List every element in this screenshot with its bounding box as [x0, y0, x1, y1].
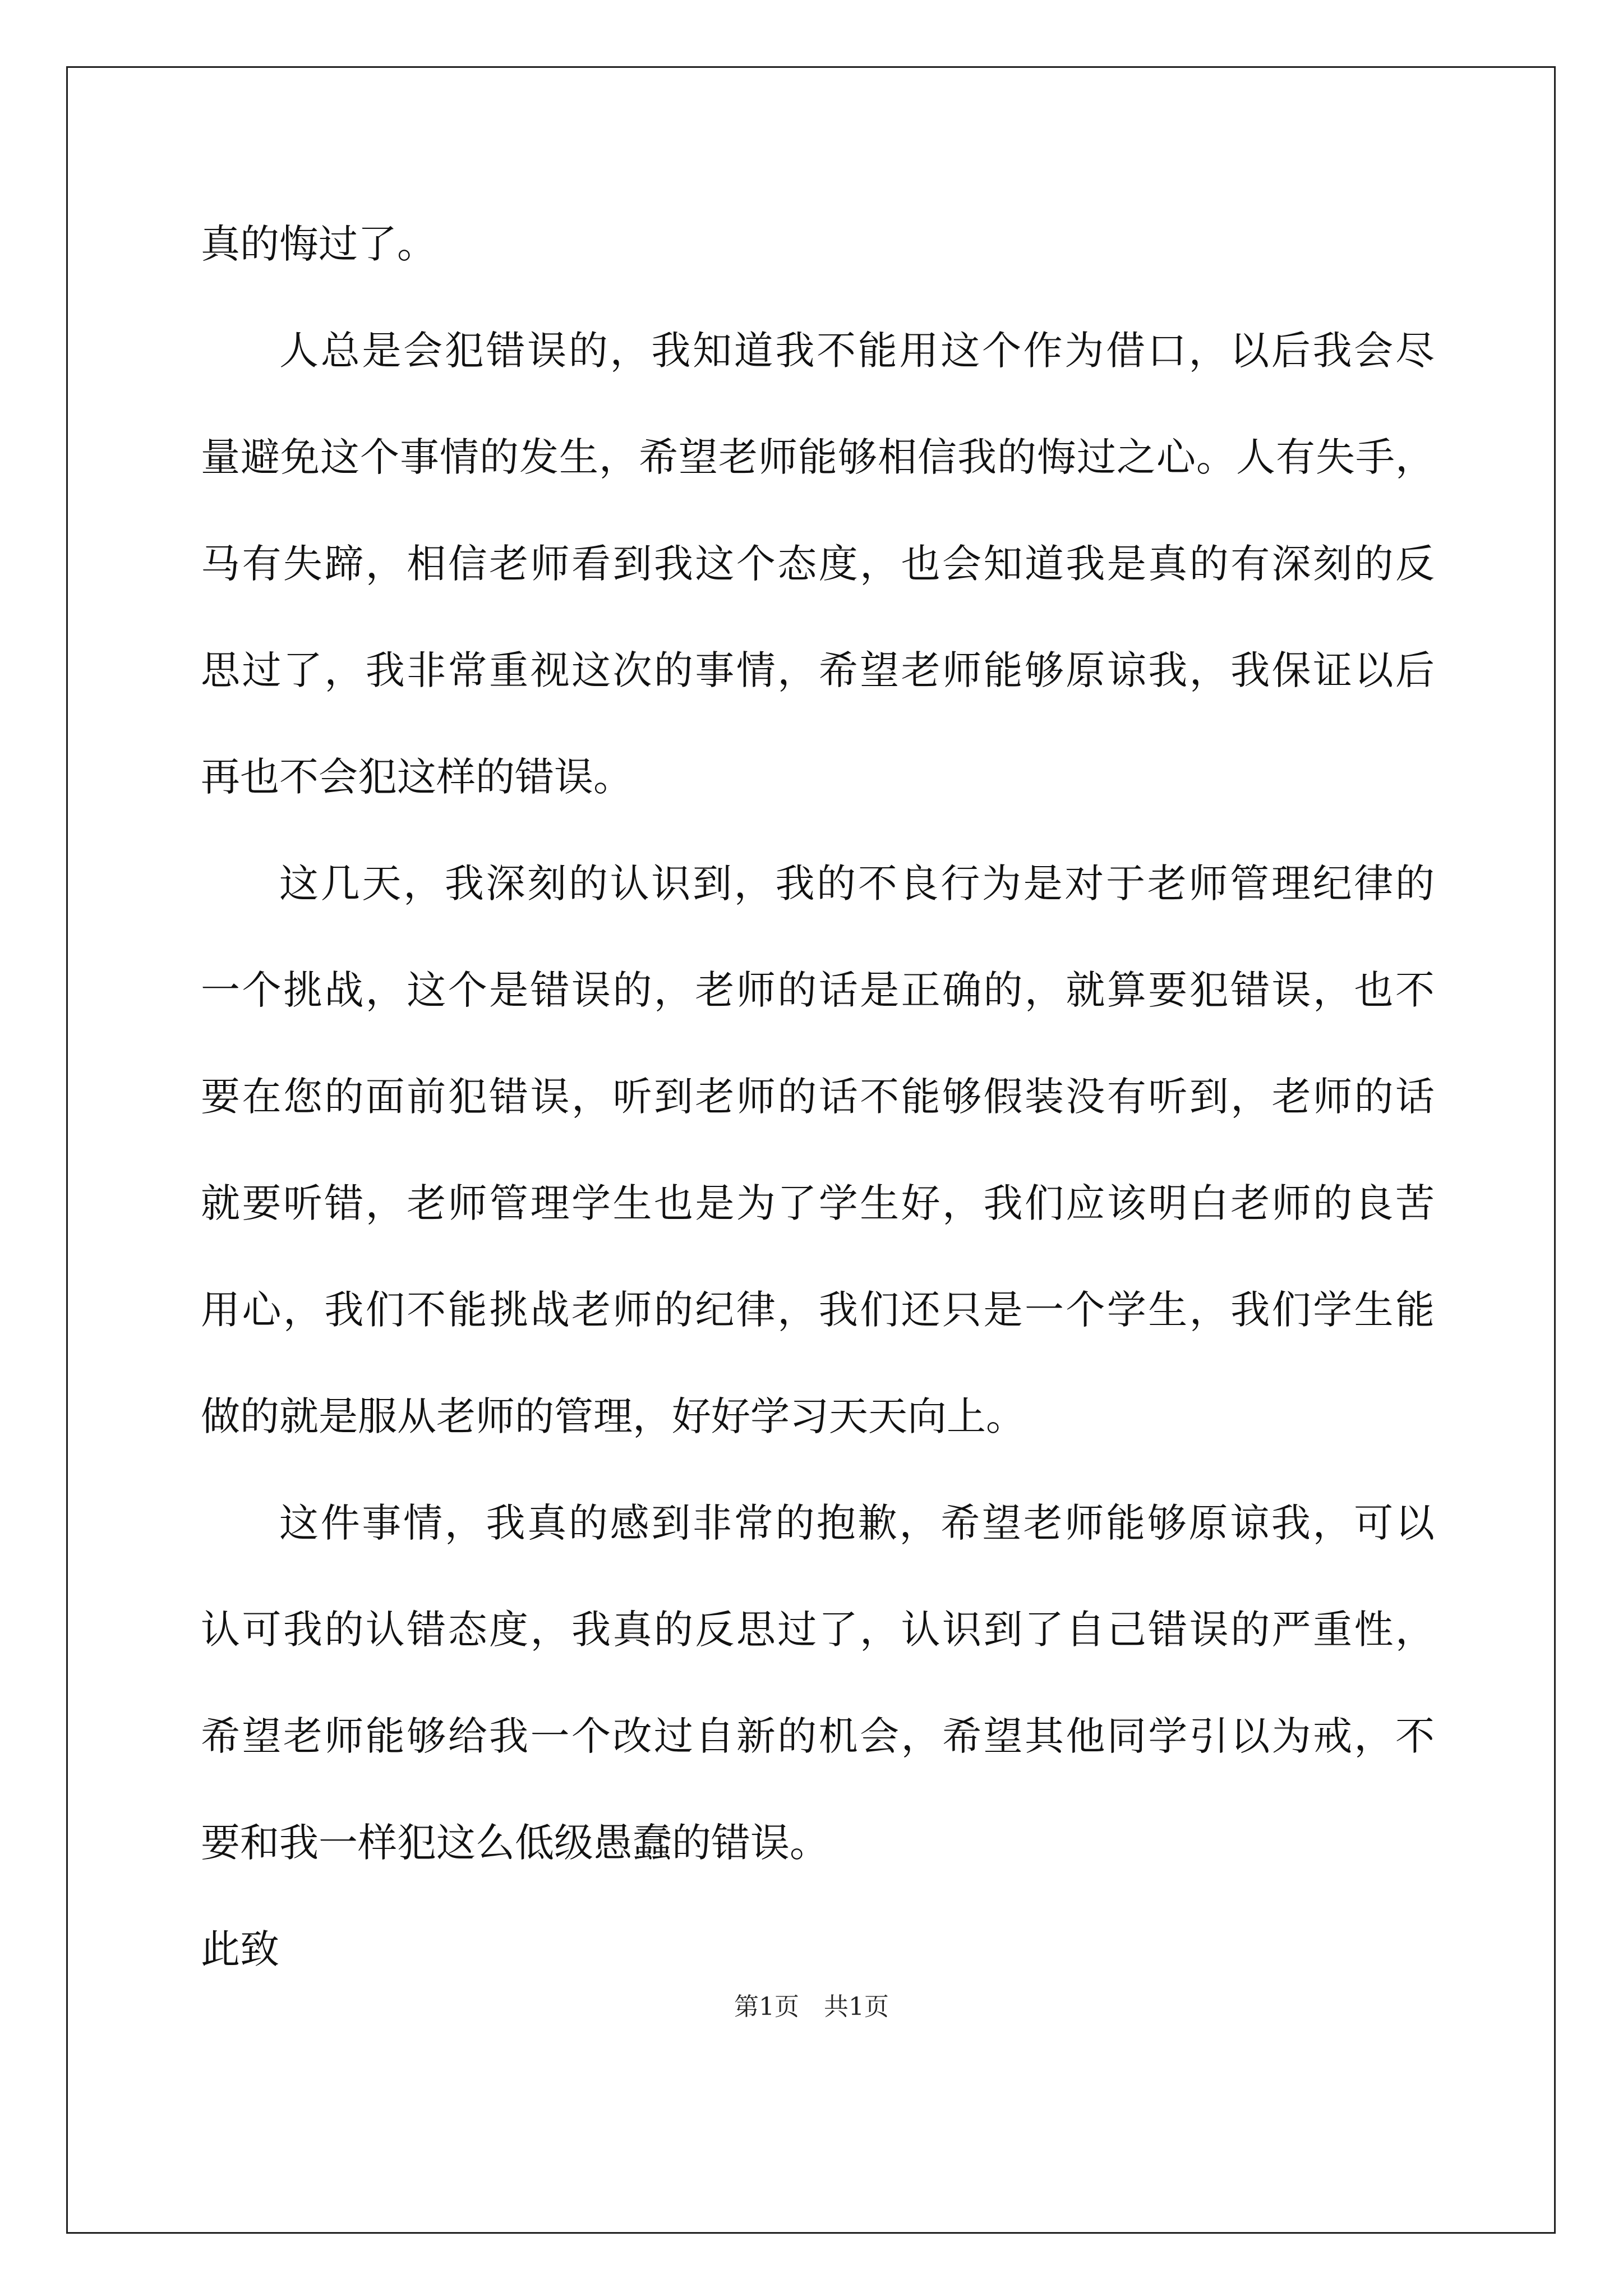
text-line: 希望老师能够给我一个改过自新的机会，希望其他同学引以为戒，不	[201, 1713, 1435, 1759]
text-line: 要在您的面前犯错误，听到老师的话不能够假装没有听到，老师的话	[201, 1074, 1435, 1120]
text-line: 一个挑战，这个是错误的，老师的话是正确的，就算要犯错误，也不	[201, 967, 1435, 1013]
text-line: 量避免这个事情的发生，希望老师能够相信我的悔过之心。人有失手，	[201, 434, 1435, 480]
page-number-footer: 第1页 共1页	[734, 1993, 889, 2021]
text-line: 要和我一样犯这么低级愚蠢的错误。	[201, 1820, 829, 1866]
text-line: 这几天，我深刻的认识到，我的不良行为是对于老师管理纪律的	[279, 861, 1435, 907]
text-line: 真的悔过了。	[201, 221, 436, 267]
text-line: 这件事情，我真的感到非常的抱歉，希望老师能够原谅我，可以	[279, 1500, 1435, 1546]
text-line: 认可我的认错态度，我真的反思过了，认识到了自己错误的严重性，	[201, 1607, 1435, 1653]
text-line: 就要听错，老师管理学生也是为了学生好，我们应该明白老师的良苦	[201, 1180, 1435, 1226]
text-line: 人总是会犯错误的，我知道我不能用这个作为借口，以后我会尽	[279, 328, 1435, 374]
text-line: 再也不会犯这样的错误。	[201, 754, 633, 800]
text-line: 思过了，我非常重视这次的事情，希望老师能够原谅我，我保证以后	[201, 647, 1435, 693]
closing-salutation: 此致	[201, 1926, 279, 1972]
page-border	[66, 66, 1556, 2234]
text-line: 做的就是服从老师的管理，好好学习天天向上。	[201, 1393, 1025, 1439]
text-line: 用心，我们不能挑战老师的纪律，我们还只是一个学生，我们学生能	[201, 1287, 1435, 1333]
text-line: 马有失蹄，相信老师看到我这个态度，也会知道我是真的有深刻的反	[201, 541, 1435, 587]
